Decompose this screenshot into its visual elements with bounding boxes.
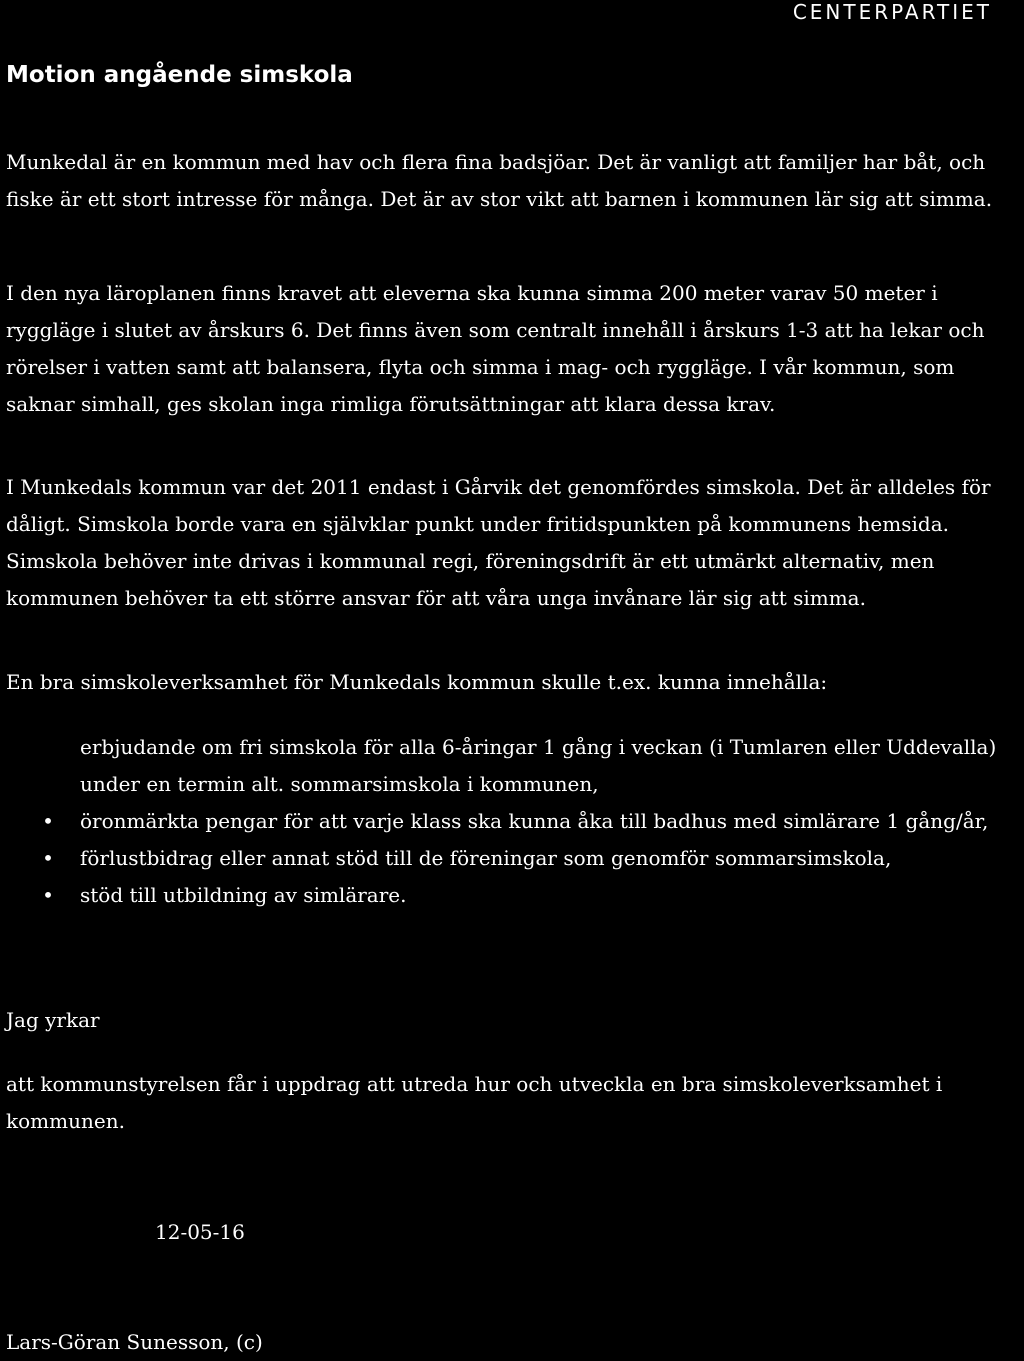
bullet-icon: • [42,809,54,833]
page-title: Motion angående simskola [6,62,353,88]
bullet-icon: • [42,883,54,907]
list-item [6,803,1018,840]
demand-label: Jag yrkar [6,1008,100,1032]
document-date: 12-05-16 [155,1220,245,1244]
paragraph-curriculum: I den nya läroplanen finns kravet att eleverna ska kunna simma 200 meter varav 50 meter i ryggläge i slutet av årskurs 6. Det finns även som centralt innehåll i årskurs 1-3 att ha lekar och rörelser i vatten samt att balansera, flyta och simma i mag- och ryggläge. I vår kommun, som saknar simhall, ges skolan inga rimliga förutsättningar att klara dessa krav. [6,281,985,416]
list-item-text: erbjudande om fri simskola för alla 6-åringar 1 gång i veckan (i Tumlaren eller Uddevalla) under en termin alt. sommarsimskola i kommunen, [80,735,997,796]
paragraph-intro: Munkedal är en kommun med hav och flera fina badsjöar. Det är vanligt att familjer har båt, och fiske är ett stort intresse för många. Det är av stor vikt att barnen i kommunen lär sig att simma. [6,150,993,211]
list-item-text: stöd till utbildning av simlärare. [80,883,407,907]
list-item [6,840,1018,877]
paragraph-proposal-intro: En bra simskoleverksamhet för Munkedals kommun skulle t.ex. kunna innehålla: [6,670,828,694]
proposal-list [6,729,1018,914]
demand-text: att kommunstyrelsen får i uppdrag att utreda hur och utveckla en bra simskoleverksamhet i kommunen. [6,1072,943,1133]
paragraph-current-situation: I Munkedals kommun var det 2011 endast i Gårvik det genomfördes simskola. Det är alldeles för dåligt. Simskola borde vara en självklar punkt under fritidspunkten på kommunens hemsida. Simskola behöver inte drivas i kommunal regi, föreningsdrift är ett utmärkt alternativ, men kommunen behöver ta ett större ansvar för att våra unga invånare lär sig att simma. [6,475,991,610]
list-item [6,877,1018,914]
list-item [6,729,1018,803]
list-item-text: öronmärkta pengar för att varje klass ska kunna åka till badhus med simlärare 1 gång/år, [80,809,989,833]
party-brand: CENTERPARTIET [792,0,992,24]
signature: Lars-Göran Sunesson, (c) [6,1330,263,1354]
list-item-text: förlustbidrag eller annat stöd till de föreningar som genomför sommarsimskola, [80,846,892,870]
bullet-icon: • [42,846,54,870]
